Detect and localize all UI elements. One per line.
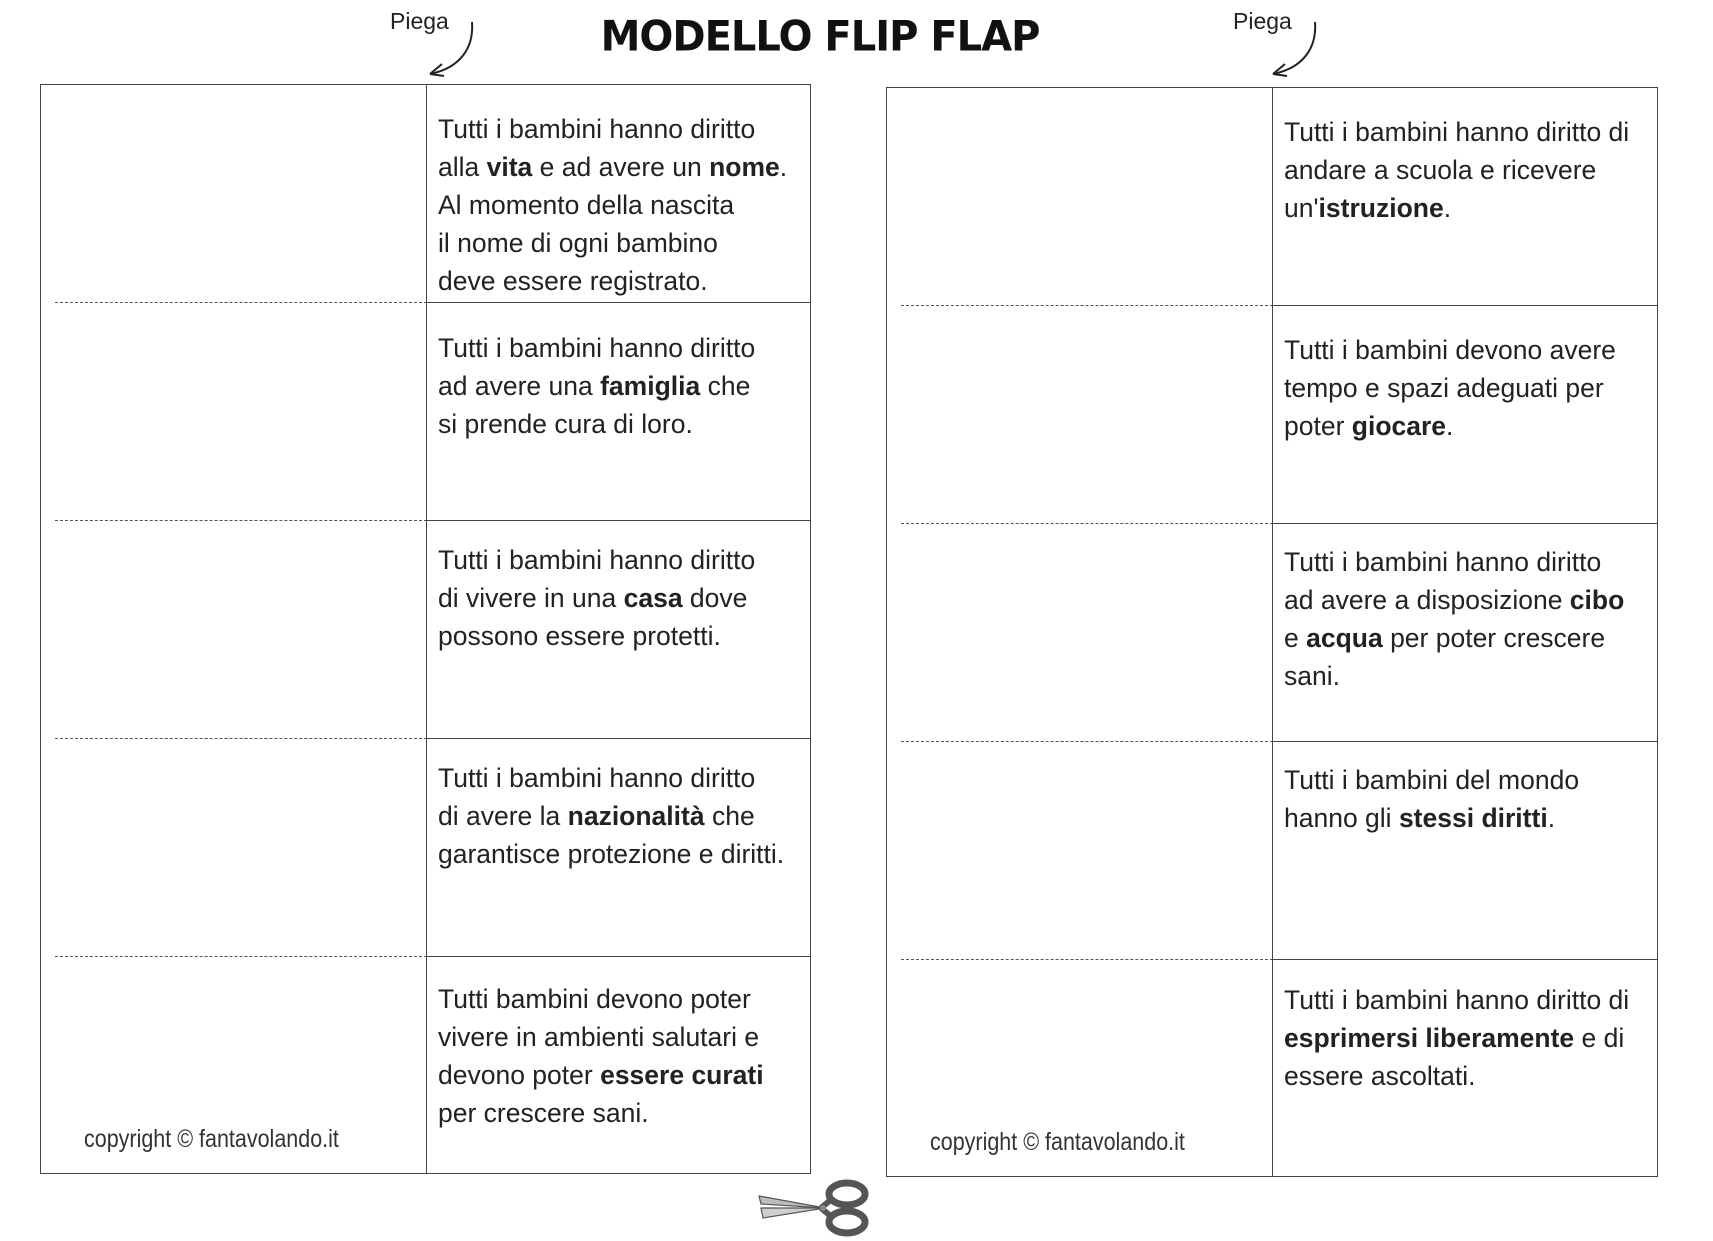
row-divider	[426, 956, 810, 957]
cut-line	[55, 738, 427, 739]
fold-line	[1272, 88, 1273, 1176]
curved-arrow-icon	[420, 18, 480, 78]
row-divider	[1272, 305, 1657, 306]
fold-label-right: Piega	[1233, 8, 1292, 34]
right-card-text: Tutti i bambini hanno diritto di esprimersi liberamente e di essere ascoltati.	[1284, 985, 1630, 1091]
fold-label-left: Piega	[390, 8, 449, 34]
row-divider	[1272, 741, 1657, 742]
right-card-text: Tutti i bambini hanno diritto ad avere a disposizione cibo e acqua per poter crescere sani.	[1284, 547, 1625, 691]
emphasis-text: casa	[623, 583, 683, 613]
cut-line	[55, 956, 427, 957]
row-divider	[1272, 523, 1657, 524]
right-card-text: Tutti i bambini devono avere tempo e spazi adeguati per poter giocare.	[1284, 335, 1616, 441]
row-divider	[1272, 959, 1657, 960]
right-card-text: Tutti i bambini hanno diritto alla vita e ad avere un nome. Al momento della nascita il nome di ogni bambino deve essere registrato.	[438, 114, 788, 296]
row-divider	[426, 302, 810, 303]
row-divider	[426, 520, 810, 521]
copyright-notice: copyright © fantavolando.it	[84, 1125, 339, 1153]
right-flip-flap-panel	[886, 87, 1658, 1177]
cut-line	[901, 305, 1273, 306]
cut-line	[901, 959, 1273, 960]
page-title: MODELLO FLIP FLAP	[600, 12, 1040, 62]
right-card-text: Tutti i bambini hanno diritto di avere la nazionalità che garantisce protezione e diritti.	[438, 763, 785, 869]
right-card-text: Tutti i bambini hanno diritto di vivere in una casa dove possono essere protetti.	[438, 545, 756, 651]
copyright-notice: copyright © fantavolando.it	[930, 1128, 1185, 1156]
emphasis-text: famiglia	[600, 371, 701, 401]
emphasis-text: nome	[709, 152, 780, 182]
right-card-text: Tutti bambini devono poter vivere in ambienti salutari e devono poter essere curati per crescere sani.	[438, 984, 764, 1128]
right-card-text: Tutti i bambini del mondo hanno gli stessi diritti.	[1284, 765, 1580, 833]
right-card-text: Tutti i bambini hanno diritto ad avere una famiglia che si prende cura di loro.	[438, 333, 756, 439]
cut-line	[901, 741, 1273, 742]
fold-line	[426, 85, 427, 1173]
emphasis-text: stessi diritti	[1398, 803, 1548, 833]
emphasis-text: nazionalità	[567, 801, 705, 831]
emphasis-text: istruzione	[1318, 193, 1444, 223]
cut-line	[901, 523, 1273, 524]
emphasis-text: esprimersi liberamente	[1284, 1023, 1575, 1053]
row-divider	[426, 738, 810, 739]
emphasis-text: cibo	[1569, 585, 1625, 615]
right-card-text: Tutti i bambini hanno diritto di andare a scuola e ricevere un'istruzione.	[1284, 117, 1630, 223]
emphasis-text: essere curati	[600, 1060, 764, 1090]
emphasis-text: vita	[486, 152, 533, 182]
cut-line	[55, 302, 427, 303]
scissors-icon	[755, 1178, 871, 1238]
emphasis-text: giocare	[1351, 411, 1447, 441]
left-flip-flap-panel	[40, 84, 811, 1174]
cut-line	[55, 520, 427, 521]
curved-arrow-icon	[1263, 18, 1323, 78]
emphasis-text: acqua	[1306, 623, 1383, 653]
